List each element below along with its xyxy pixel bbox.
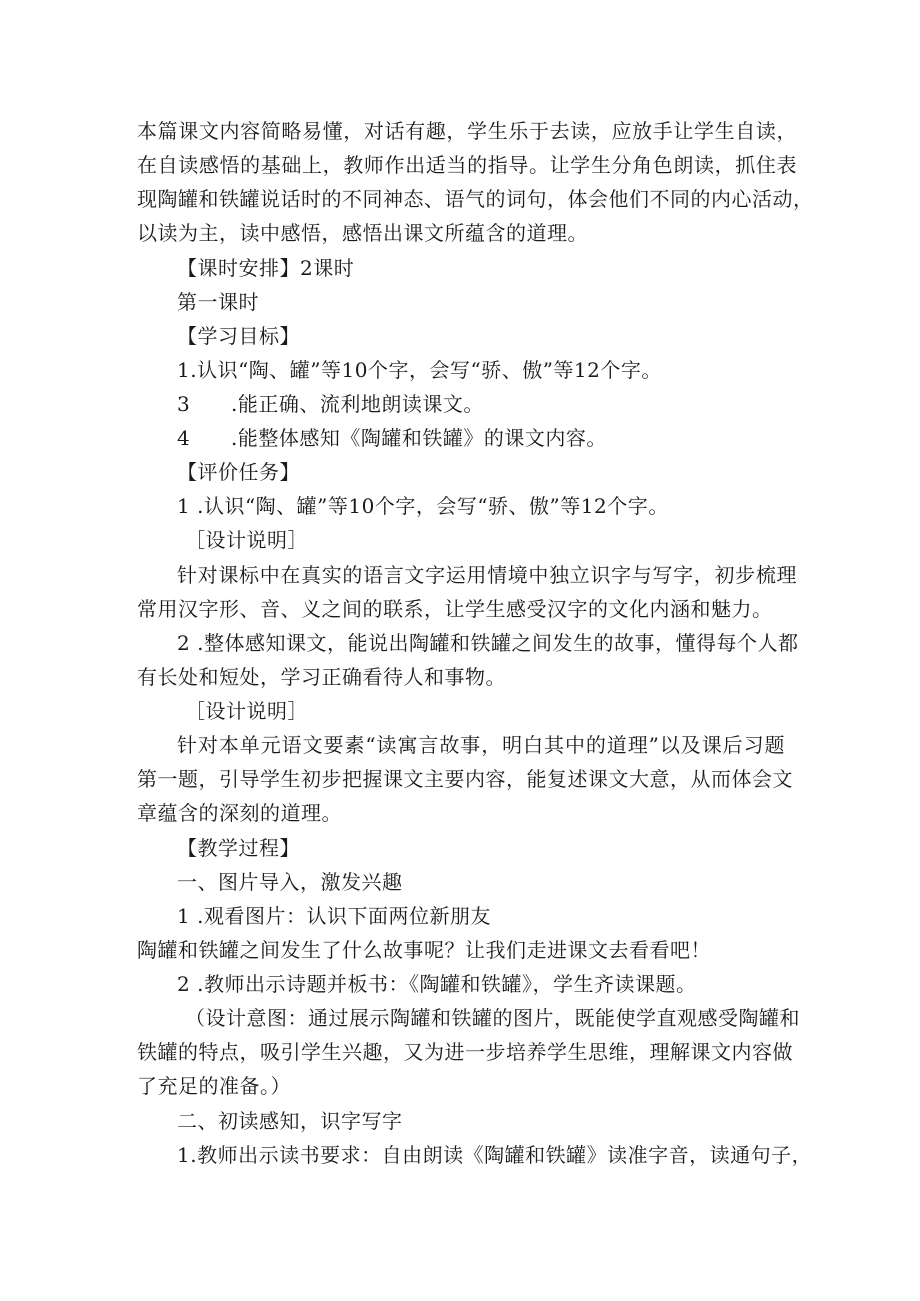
paragraph-line: 在自读感悟的基础上，教师作出适当的指导。让学生分角色朗读，抓住表: [137, 153, 797, 177]
paragraph-line: 了充足的准备。）: [137, 1074, 291, 1098]
paragraph-line: 针对本单元语文要素“读寓言故事，明白其中的道理”以及课后习题: [177, 733, 785, 757]
process-heading: 【教学过程】: [177, 836, 300, 860]
step-item: 2 .教师出示诗题并板书：《陶罐和铁罐》，学生齐读课题。: [177, 972, 697, 996]
step-heading: 一、图片导入，激发兴趣: [177, 870, 403, 894]
eval-heading: 【评价任务】: [177, 460, 300, 484]
goal-item: 1.认识“陶、罐”等10个字，会写“骄、傲”等12个字。: [177, 358, 662, 382]
paragraph-line: 第一题，引导学生初步把握课文主要内容，能复述课文大意，从而体会文: [137, 767, 793, 791]
goals-heading: 【学习目标】: [177, 324, 300, 348]
goal-item: [177, 390, 484, 418]
step-item: 1 .观看图片：认识下面两位新朋友: [177, 904, 491, 928]
goal-number: 3: [177, 392, 191, 416]
paragraph-line: 常用汉字形、音、义之间的联系，让学生感受汉字的文化内涵和魅力。: [137, 597, 773, 621]
goal-text: .能整体感知《陶罐和铁罐》的课文内容。: [231, 426, 607, 450]
goal-number: 4: [177, 426, 191, 450]
paragraph-line: 有长处和短处，学习正确看待人和事物。: [137, 665, 506, 689]
step-heading: 二、初读感知，识字写字: [177, 1109, 403, 1133]
paragraph-line: 针对课标中在真实的语言文字运用情境中独立识字与写字，初步梳理: [177, 563, 797, 587]
paragraph-line: 铁罐的特点，吸引学生兴趣，又为进一步培养学生思维，理解课文内容做: [137, 1040, 793, 1064]
paragraph-line: 章蕴含的深刻的道理。: [137, 801, 342, 825]
paragraph-line: 现陶罐和铁罐说话时的不同神态、语气的词句，体会他们不同的内心活动，: [137, 187, 814, 211]
design-note-heading: ［设计说明］: [185, 528, 308, 552]
eval-item: 2 .整体感知课文，能说出陶罐和铁罐之间发生的故事，懂得每个人都: [177, 631, 799, 655]
goal-item: [177, 424, 607, 452]
paragraph-line: （设计意图：通过展示陶罐和铁罐的图片，既能使学直观感受陶罐和: [185, 1006, 800, 1030]
goal-text: .能正确、流利地朗读课文。: [231, 392, 484, 416]
schedule-heading: 【课时安排】2课时: [177, 256, 355, 280]
paragraph-line: 陶罐和铁罐之间发生了什么故事呢？让我们走进课文去看看吧！: [137, 938, 711, 962]
design-note-heading: ［设计说明］: [185, 699, 308, 723]
paragraph-line: 以读为主，读中感悟，感悟出课文所蕴含的道理。: [137, 221, 588, 245]
eval-item: 1 .认识“陶、罐”等10个字，会写“骄、傲”等12个字。: [177, 494, 669, 518]
lesson-title: 第一课时: [177, 290, 259, 314]
step-item: 1.教师出示读书要求：自由朗读《陶罐和铁罐》读准字音，读通句子，: [177, 1143, 813, 1167]
paragraph-line: 本篇课文内容简略易懂，对话有趣，学生乐于去读，应放手让学生自读，: [137, 119, 797, 143]
